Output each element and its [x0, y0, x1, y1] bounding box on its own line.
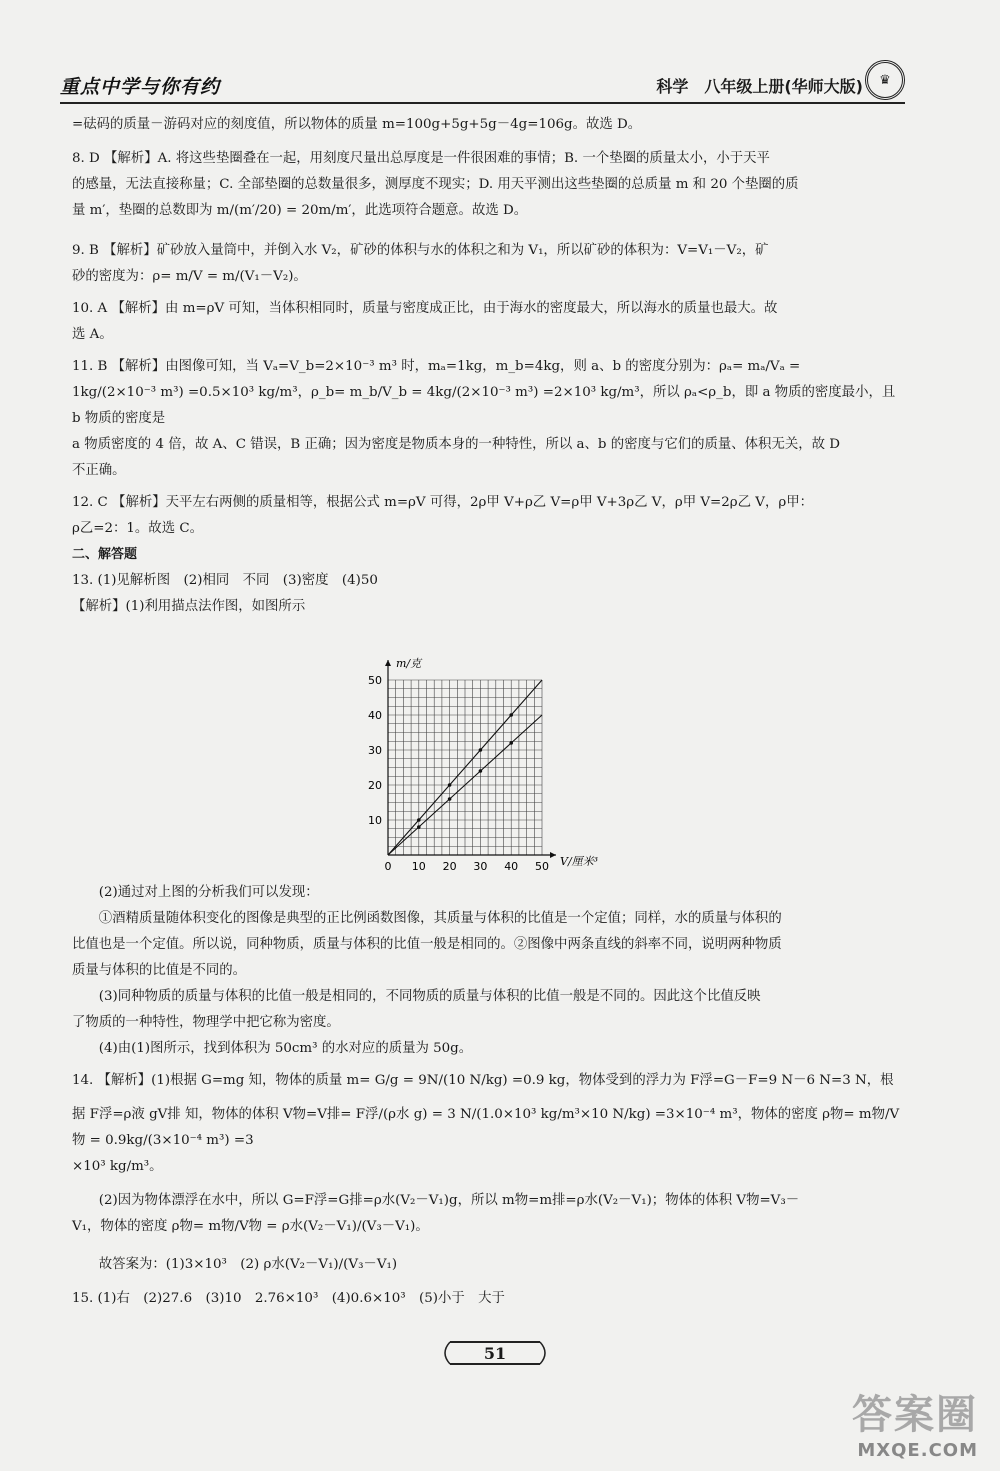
answer-content	[72, 112, 907, 620]
mass-volume-chart	[360, 655, 620, 877]
x-tick-label: 20	[442, 860, 457, 873]
watermark-bottom: MXQE.COM	[857, 1440, 978, 1461]
y-tick-label: 20	[368, 779, 382, 792]
text-line: 的感量，无法直接称量；C. 全部垫圈的总数量很多，测厚度不现实；D. 用天平测出这些垫圈的总质量 m 和 20 个垫圈的质	[72, 177, 799, 192]
y-tick-label: 50	[368, 674, 382, 687]
text-line: 10. A 【解析】由 m=ρV 可知，当体积相同时，质量与密度成正比，由于海水的密度最大，所以海水的质量也最大。故	[72, 301, 778, 316]
page-number-badge	[440, 1338, 550, 1368]
text-line: ×10³ kg/m³。	[72, 1159, 163, 1174]
text-line: 【解析】(1)利用描点法作图，如图所示	[72, 599, 306, 614]
text-line: =砝码的质量－游码对应的刻度值，所以物体的质量 m=100g+5g+5g－4g=106g。故选 D。	[72, 117, 642, 132]
text-line: 不正确。	[72, 463, 126, 478]
text-line: 1kg/(2×10⁻³ m³) =0.5×10³ kg/m³，ρ_b= m_b/V_b = 4kg/(2×10⁻³ m³) =2×10³ kg/m³，所以 ρₐ<ρ_b，即 a 物质的密度最小，且 b 物质的密度是	[72, 385, 896, 426]
watermark	[852, 1383, 978, 1461]
brand-title: 重点中学与你有约	[60, 76, 221, 98]
text-line: 8. D 【解析】A. 将这些垫圈叠在一起，用刻度尺量出总厚度是一件很困难的事情；B. 一个垫圈的质量太小，小于天平	[72, 151, 770, 166]
text-line: 了物质的一种特性，物理学中把它称为密度。	[72, 1015, 340, 1030]
x-tick-label: 0	[384, 860, 392, 873]
x-axis-label: V/厘米³	[560, 855, 599, 868]
subject-title: 科学 八年级上册(华师大版)	[656, 77, 863, 96]
x-tick-label: 40	[504, 860, 519, 873]
text-line: 15. (1)右 (2)27.6 (3)10 2.76×10³ (4)0.6×10³ (5)小于 大于	[72, 1291, 505, 1306]
y-tick-label: 10	[368, 814, 382, 827]
text-line: ρ乙=2：1。故选 C。	[72, 521, 203, 536]
text-line: 13. (1)见解析图 (2)相同 不同 (3)密度 (4)50	[72, 573, 378, 588]
data-point	[479, 748, 483, 752]
text-line: 据 F浮=ρ液 gV排 知，物体的体积 V物=V排= F浮/(ρ水 g) = 3 N/(1.0×10³ kg/m³×10 N/kg) =3×10⁻⁴ m³，物体的密度 ρ物= m物/V物 = 0.9kg/(3×10⁻⁴ m³) =3	[72, 1107, 900, 1148]
text-line: 选 A。	[72, 327, 113, 342]
y-tick-label: 30	[368, 744, 382, 757]
x-tick-label: 50	[535, 860, 549, 873]
section-heading: 二、解答题	[72, 547, 138, 562]
y-tick-label: 40	[368, 709, 382, 722]
seal-icon: ♛	[865, 60, 905, 100]
page-number: 51	[483, 1344, 507, 1363]
data-point	[509, 713, 513, 717]
text-line: 11. B 【解析】由图像可知，当 Vₐ=V_b=2×10⁻³ m³ 时，mₐ=1kg，m_b=4kg，则 a、b 的密度分别为：ρₐ= mₐ/Vₐ =	[72, 359, 801, 374]
text-line: (4)由(1)图所示，找到体积为 50cm³ 的水对应的质量为 50g。	[98, 1041, 473, 1056]
text-line: 故答案为：(1)3×10³ (2) ρ水(V₂－V₁)/(V₃－V₁)	[98, 1257, 398, 1272]
data-point	[448, 783, 452, 787]
data-point	[417, 825, 421, 829]
text-line: 12. C 【解析】天平左右两侧的质量相等，根据公式 m=ρV 可得，2ρ甲 V+ρ乙 V=ρ甲 V+3ρ乙 V，ρ甲 V=2ρ乙 V，ρ甲：	[72, 495, 814, 510]
text-line: a 物质密度的 4 倍，故 A、C 错误，B 正确；因为密度是物质本身的一种特性，所以 a、b 的密度与它们的质量、体积无关，故 D	[72, 437, 840, 452]
text-line: (3)同种物质的质量与体积的比值一般是相同的，不同物质的质量与体积的比值一般是不同的。因此这个比值反映	[98, 989, 761, 1004]
x-tick-label: 30	[473, 860, 488, 873]
data-point	[448, 797, 452, 801]
text-line: 量 m′，垫圈的总数即为 m/(m′/20) = 20m/m′，此选项符合题意。故选 D。	[72, 203, 528, 218]
data-point	[509, 741, 513, 745]
text-line: 9. B 【解析】矿砂放入量筒中，并倒入水 V₂，矿砂的体积与水的体积之和为 V₁，所以矿砂的体积为：V=V₁－V₂，矿	[72, 243, 769, 258]
text-line: 砂的密度为：ρ= m/V = m/(V₁－V₂)。	[72, 269, 307, 284]
y-axis-label: m/克	[396, 657, 422, 670]
text-line: ①酒精质量随体积变化的图像是典型的正比例函数图像，其质量与体积的比值是一个定值；同样，水的质量与体积的	[98, 911, 782, 926]
y-axis-arrow	[385, 660, 391, 666]
text-line: (2)因为物体漂浮在水中，所以 G=F浮=G排=ρ水(V₂－V₁)g，所以 m物=m排=ρ水(V₂－V₁)；物体的体积 V物=V₃－	[98, 1193, 800, 1208]
page-header	[60, 68, 905, 104]
text-line: V₁，物体的密度 ρ物= m物/V物 = ρ水(V₂－V₁)/(V₃－V₁)。	[72, 1219, 429, 1234]
x-tick-label: 10	[411, 860, 426, 873]
watermark-top: 答案圈	[852, 1392, 978, 1438]
chart-svg	[360, 655, 620, 877]
text-line: 质量与体积的比值是不同的。	[72, 963, 247, 978]
text-line: 14. 【解析】(1)根据 G=mg 知，物体的质量 m= G/g = 9N/(10 N/kg) =0.9 kg，物体受到的浮力为 F浮=G－F=9 N－6 N=3 N，根	[72, 1073, 894, 1088]
x-axis-arrow	[550, 852, 556, 858]
text-line: 比值也是一个定值。所以说，同种物质，质量与体积的比值一般是相同的。②图像中两条直线的斜率不同，说明两种物质	[72, 937, 782, 952]
data-point	[417, 818, 421, 822]
answer-content-cont	[72, 880, 907, 1312]
text-line: (2)通过对上图的分析我们可以发现：	[98, 885, 319, 900]
data-point	[479, 769, 483, 773]
